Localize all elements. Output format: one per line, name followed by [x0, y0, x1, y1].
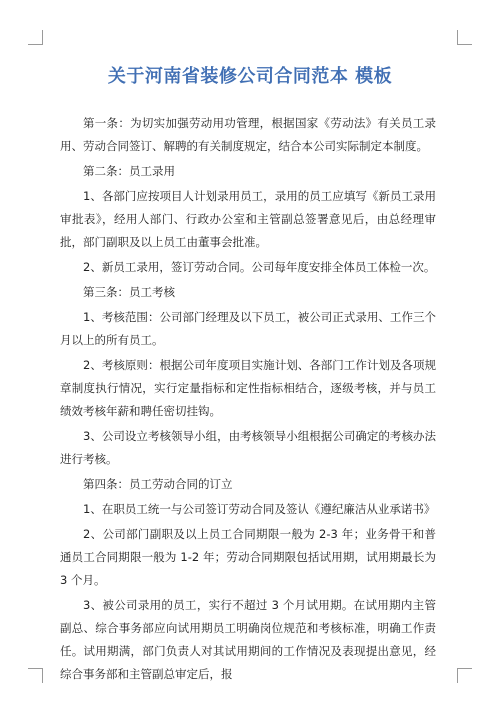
paragraph-article-4-item-2: 2、公司部门副职及以上员工合同期限一般为 2-3 年；业务骨干和普通员工合同期限一般为 1-2 年；劳动合同期限包括试用期，试用期最长为 3 个月。: [60, 527, 436, 587]
paragraph-article-1: 第一条：为切实加强劳动用功管理，根据国家《劳动法》有关员工录用、劳动合同签订、解聘的有关制度规定，结合本公司实际制定本制度。: [60, 116, 436, 153]
crop-mark-bottom-right: [457, 668, 472, 683]
crop-mark-bottom-left: [28, 668, 43, 683]
paragraph-article-3-item-1: 1、考核范围：公司部门经理及以下员工，被公司正式录用、工作三个月以上的所有员工。: [60, 310, 436, 347]
paragraph-article-4-item-3: 3、被公司录用的员工，实行不超过 3 个月试用期。在试用期内主管副总、综合事务部应向试用期员工明确岗位规范和考核标准，明确工作责任。试用期满，部门负责人对其试用期间的工作情况及表现提出意见，经综合事务部和主管副总审定后，报: [60, 598, 436, 681]
paragraph-article-3-heading: 第三条：员工考核: [83, 285, 175, 299]
crop-mark-top-right: [457, 30, 472, 45]
document-title: 关于河南省装修公司合同范本 模板: [107, 66, 393, 87]
paragraph-article-2-item-2: 2、新员工录用，签订劳动合同。公司每年度安排全体员工体检一次。: [83, 260, 436, 274]
paragraph-article-3-item-3: 3、公司设立考核领导小组，由考核领导小组根据公司确定的考核办法进行考核。: [60, 429, 436, 466]
paragraph-article-4-item-1: 1、在职员工统一与公司签订劳动合同及签认《遵纪廉洁从业承诺书》: [83, 502, 436, 516]
paragraph-article-3-item-2: 2、考核原则：根据公司年度项目实施计划、各部门工作计划及各项规章制度执行情况，实行定量指标和定性指标相结合，逐级考核，并与员工绩效考核年薪和聘任密切挂钩。: [60, 358, 436, 418]
paragraph-article-4-heading: 第四条：员工劳动合同的订立: [83, 477, 233, 491]
paragraph-article-2-item-1: 1、各部门应按项目人计划录用员工，录用的员工应填写《新员工录用审批表》，经用人部门、行政办公室和主管副总签署意见后，由总经理审批，部门副职及以上员工由董事会批准。: [60, 189, 436, 249]
crop-mark-top-left: [28, 30, 43, 45]
paragraph-article-2-heading: 第二条：员工录用: [83, 164, 175, 178]
document-body: [60, 112, 436, 688]
